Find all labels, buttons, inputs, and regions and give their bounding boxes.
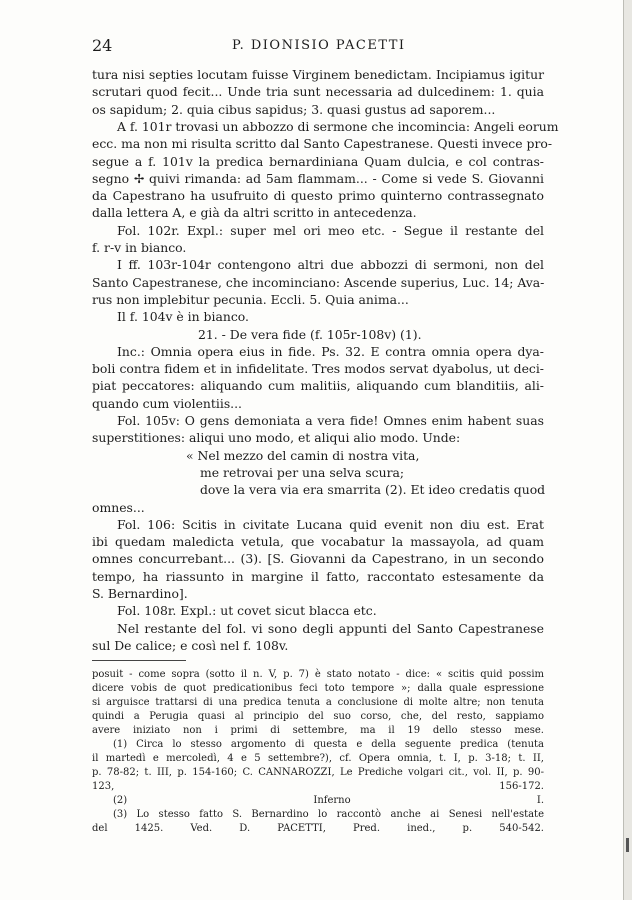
- body-line: ibi quedam maledicta vetula, que vocabatur la massayola, ad quam: [92, 534, 544, 550]
- quotation-line: dove la vera via era smarrita (2). Et ideo credatis quod: [200, 482, 546, 498]
- footnote-line: dicere vobis de quot predicationibus feci toto tempore »; dalla quale espressione: [92, 683, 544, 694]
- body-line: segue a f. 101v la predica bernardiniana Quam dulcia, e col contras-: [92, 153, 544, 169]
- body-line: os sapidum; 2. quia cibus sapidus; 3. quasi gustus ad saporem...: [92, 101, 496, 117]
- body-line: ecc. ma non mi risulta scritto dal Santo Capestranese. Questi invece pro-: [92, 136, 553, 152]
- body-line: I ff. 103r-104r contengono altri due abbozzi di sermoni, non del: [117, 257, 544, 273]
- footnote-line: p. 78-82; t. III, p. 154-160; C. CANNAROZZI, Le Prediche volgari cit., vol. II, p. 90-: [92, 767, 544, 778]
- body-line: f. r-v in bianco.: [92, 240, 187, 255]
- footnote-line: 123, 156-172.: [92, 781, 544, 792]
- quotation-line: me retrovai per una selva scura;: [200, 464, 405, 480]
- body-line: rus non implebitur pecunia. Eccli. 5. Quia anima...: [92, 291, 409, 307]
- footnote-line: si arguisce trattarsi di una predica tenuta a conclusione di molte altre; non tenuta: [92, 697, 544, 708]
- body-line: Santo Capestranese, che incominciano: Ascende superius, Luc. 14; Ava-: [92, 274, 545, 290]
- body-line: dalla lettera A, e già da altri scritto in antecedenza.: [92, 205, 417, 221]
- footnote-line: (1) Circa lo stesso argomento di questa e della seguente predica (tenuta: [113, 739, 544, 750]
- footnote-line: posuit - come sopra (sotto il n. V, p. 7) è stato notato - dice: « scitis quid possim: [92, 669, 544, 680]
- body-line: Il f. 104v è in bianco.: [117, 309, 249, 325]
- body-line: A f. 101r trovasi un abbozzo di sermone che incomincia: Angeli eorum: [117, 118, 559, 134]
- body-line: segno ✢ quivi rimanda: ad 5am flammam... - Come si vede S. Giovanni: [92, 170, 544, 186]
- section-heading: 21. - De vera fide (f. 105r-108v) (1).: [198, 326, 422, 342]
- body-line: scrutari quod fecit... Unde tria sunt necessaria ad dulcedinem: 1. quia: [92, 84, 544, 100]
- running-header: [92, 36, 544, 56]
- footnote-rule: [92, 660, 186, 661]
- footnote-line: (2) Inferno I.: [113, 795, 544, 806]
- body-line: boli contra fidem et in infidelitate. Tres modos servat dyabolus, ut deci-: [92, 361, 544, 377]
- footnote-line: del 1425. Ved. D. PACETTI, Pred. ined., p. 540-542.: [92, 823, 544, 834]
- body-line: Inc.: Omnia opera eius in fide. Ps. 32. E contra omnia opera dya-: [117, 343, 544, 359]
- body-line: omnes concurrebant... (3). [S. Giovanni da Capestrano, in un secondo: [92, 551, 544, 567]
- body-line: quando cum violentiis...: [92, 395, 242, 411]
- body-line: tempo, ha riassunto in margine il fatto, raccontato estesamente da: [92, 568, 544, 584]
- footnote-line: il martedì e mercoledì, 4 e 5 settembre?), cf. Opera omnia, t. I, p. 3-18; t. II,: [92, 753, 544, 764]
- body-line: Fol. 102r. Expl.: super mel ori meo etc. - Segue il restante del: [117, 222, 544, 238]
- footnote-line: (3) Lo stesso fatto S. Bernardino lo raccontò anche ai Senesi nell'estate: [113, 809, 544, 820]
- body-line: Fol. 105v: O gens demoniata a vera fide! Omnes enim habent suas: [117, 413, 544, 428]
- body-line: Nel restante del fol. vi sono degli appunti del Santo Capestranese: [117, 620, 544, 636]
- body-line: S. Bernardino].: [92, 586, 188, 601]
- body-line: tura nisi septies locutam fuisse Virginem benedictam. Incipiamus igitur: [92, 67, 544, 82]
- body-line: omnes...: [92, 499, 145, 515]
- body-line: sul De calice; e così nel f. 108v.: [92, 637, 289, 653]
- quotation-line: « Nel mezzo del camin di nostra vita,: [186, 447, 420, 463]
- body-line: Fol. 108r. Expl.: ut covet sicut blacca etc.: [117, 603, 377, 619]
- footnote-line: avere iniziato non i primi di settembre, ma il 19 dello stesso mese.: [92, 725, 544, 736]
- body-line: piat peccatores: aliquando cum malitiis, aliquando cum blanditiis, ali-: [92, 378, 544, 394]
- running-title: P. DIONISIO PACETTI: [232, 38, 406, 53]
- footnote-line: quindi a Perugia quasi al principio del suo corso, che, del resto, sappiamo: [92, 711, 544, 722]
- body-line: Fol. 106: Scitis in civitate Lucana quid evenit non diu est. Erat: [117, 516, 544, 532]
- body-line: superstitiones: aliqui uno modo, et aliqui alio modo. Unde:: [92, 430, 461, 446]
- body-line: da Capestrano ha usufruito di questo primo quinterno contrassegnato: [92, 188, 544, 204]
- page-number: 24: [92, 36, 113, 55]
- page-edge: [623, 0, 632, 900]
